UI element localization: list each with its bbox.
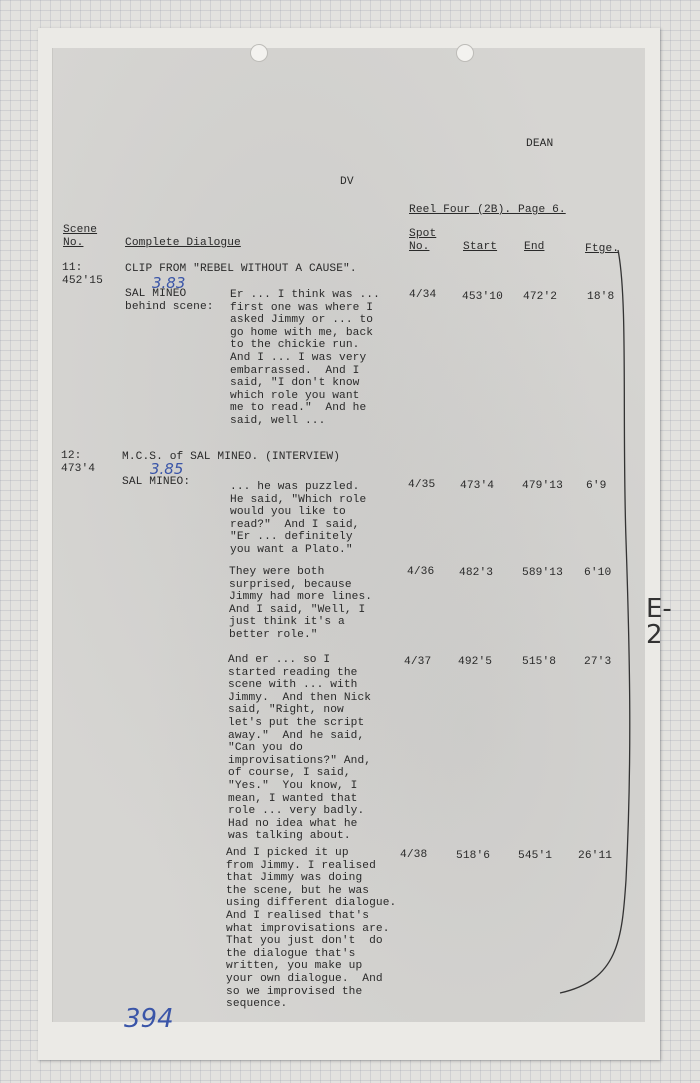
col-complete-dialogue: Complete Dialogue [125,237,241,249]
end-footage: 589'13 [522,567,563,579]
col-scene-no: Scene No. [63,224,98,249]
dialogue-text: ... he was puzzled. He said, "Which role would you like to read?" And I said, "Er ... definitely you want a Plato." [230,481,367,556]
handwritten-side-mark: E-2 [646,594,672,650]
dialogue-text: Er ... I think was ... first one was where I asked Jimmy or ... to go home with me, back to the chickie run. And I ... I was very embarrassed. And I said, "I don't know which role you want me to read." And he said, well ... [230,289,380,427]
scene-description: CLIP FROM "REBEL WITHOUT A CAUSE". [125,263,357,275]
end-footage: 479'13 [522,480,563,492]
footage-length: 26'11 [578,850,613,862]
start-footage: 473'4 [460,480,495,492]
start-footage: 518'6 [456,850,491,862]
col-end: End [524,241,545,253]
header-code: DV [340,176,354,188]
end-footage: 545'1 [518,850,553,862]
col-spot-no: Spot No. [409,228,437,253]
dialogue-text: And I picked it up from Jimmy. I realised that Jimmy was doing the scene, but he was using different dialogue. And I realised that's what improvisations are. That you just don't do the dialogue that's written, you make up your own dialogue. And so we improvised the sequence. [226,847,397,1011]
col-footage: Ftge. [585,243,620,255]
end-footage: 515'8 [522,656,557,668]
spot-number: 4/34 [409,289,437,301]
start-footage: 482'3 [459,567,494,579]
spot-number: 4/38 [400,849,428,861]
reel-page-label: Reel Four (2B). Page 6. [409,204,566,216]
start-footage: 492'5 [458,656,493,668]
speaker-label: SAL MINEO behind scene: [125,288,214,313]
scene-description: M.C.S. of SAL MINEO. (INTERVIEW) [122,451,341,463]
spot-number: 4/36 [407,566,435,578]
footage-length: 18'8 [587,291,615,303]
spot-number: 4/37 [404,656,432,668]
footage-length: 6'10 [584,567,612,579]
spot-number: 4/35 [408,479,436,491]
handwritten-scene-note: 3.85 [150,460,184,478]
header-name: DEAN [526,138,554,150]
dialogue-text: They were both surprised, because Jimmy had more lines. And I said, "Well, I just think it's a better role." [229,566,373,641]
col-start: Start [463,241,498,253]
scene-number: 11: 452'15 [62,262,103,287]
speaker-label: SAL MINEO: [122,476,191,488]
start-footage: 453'10 [462,291,503,303]
footage-length: 27'3 [584,656,612,668]
dialogue-text: And er ... so I started reading the scene with ... with Jimmy. And then Nick said, "Right, now let's put the script away." And he said, "Can you do improvisations?" And, of course, I said, "Yes." You know, I mean, I wanted that role ... very badly. Had no idea what he was talking about. [228,654,372,843]
footage-length: 6'9 [586,480,607,492]
scene-number: 12: 473'4 [61,450,96,475]
end-footage: 472'2 [523,291,558,303]
handwritten-scene-note: 3.83 [152,274,186,292]
handwritten-page-number: 394 [124,1004,174,1034]
